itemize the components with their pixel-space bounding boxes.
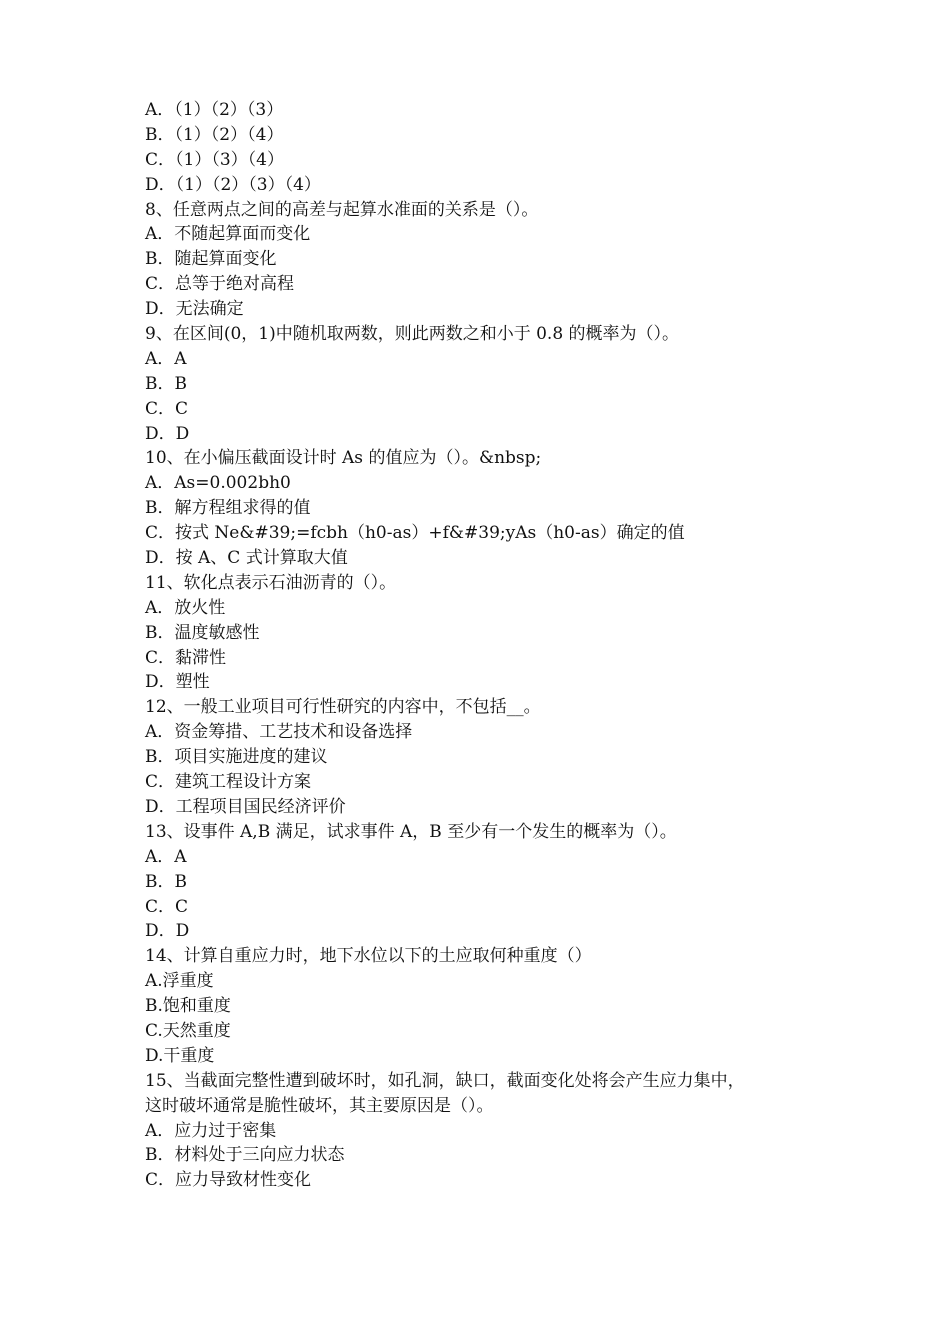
- option-line: D．按 A、C 式计算取大值: [145, 548, 348, 569]
- option-line: B．随起算面变化: [145, 249, 277, 270]
- option-line: A．应力过于密集: [145, 1120, 277, 1141]
- option-line: A．As=0.002bh0: [145, 473, 291, 494]
- question-14: 14、计算自重应力时，地下水位以下的土应取何种重度（）: [145, 946, 592, 967]
- option-line: D．无法确定: [145, 299, 244, 320]
- option-line: B．B: [145, 373, 187, 394]
- option-line: C．总等于绝对高程: [145, 274, 295, 295]
- option-line: B．（1）（2）（4）: [145, 124, 284, 145]
- option-line: D．塑性: [145, 672, 210, 693]
- option-line: C．建筑工程设计方案: [145, 772, 312, 793]
- option-line: B．项目实施进度的建议: [145, 747, 328, 768]
- question-13: 13、设事件 A,B 满足，试求事件 A，B 至少有一个发生的概率为（）。: [145, 821, 677, 842]
- option-line: B．B: [145, 871, 187, 892]
- question-10: 10、在小偏压截面设计时 As 的值应为（）。&nbsp;: [145, 448, 542, 469]
- option-line: C．（1）（3）（4）: [145, 149, 284, 170]
- option-line: D．（1）（2）（3）（4）: [145, 174, 321, 195]
- question-15-continued: 这时破坏通常是脆性破坏，其主要原因是（）。: [145, 1095, 494, 1116]
- option-line: A.浮重度: [145, 971, 214, 992]
- option-line: B．材料处于三向应力状态: [145, 1145, 345, 1166]
- option-line: D.干重度: [145, 1045, 215, 1066]
- option-line: A．资金筹措、工艺技术和设备选择: [145, 722, 413, 743]
- question-8: 8、任意两点之间的高差与起算水准面的关系是（）。: [145, 199, 539, 220]
- option-line: C．应力导致材性变化: [145, 1170, 312, 1191]
- option-line: C．C: [145, 398, 189, 419]
- document-body: [145, 98, 825, 1193]
- option-line: A．A: [145, 846, 187, 867]
- option-line: D．D: [145, 423, 190, 444]
- option-line: A．A: [145, 348, 187, 369]
- option-line: A．不随起算面而变化: [145, 224, 311, 245]
- question-9: 9、在区间(0，1)中随机取两数，则此两数之和小于 0.8 的概率为（）。: [145, 324, 680, 345]
- option-line: A．放火性: [145, 597, 226, 618]
- question-11: 11、软化点表示石油沥青的（）。: [145, 572, 397, 593]
- option-line: C．按式 Ne&#39;=fcbh（h0-as）+f&#39;yAs（h0-as）确定的值: [145, 523, 685, 544]
- option-line: D．D: [145, 921, 190, 942]
- option-line: D．工程项目国民经济评价: [145, 796, 346, 817]
- option-line: C.天然重度: [145, 1020, 231, 1041]
- question-15: 15、当截面完整性遭到破坏时，如孔洞，缺口，截面变化处将会产生应力集中，: [145, 1070, 745, 1091]
- option-line: C．C: [145, 896, 189, 917]
- option-line: B．解方程组求得的值: [145, 498, 311, 519]
- question-12: 12、一般工业项目可行性研究的内容中，不包括__。: [145, 697, 541, 718]
- option-line: A．（1）（2）（3）: [145, 100, 284, 120]
- option-line: C．黏滞性: [145, 647, 227, 668]
- option-line: B．温度敏感性: [145, 622, 260, 643]
- option-line: B.饱和重度: [145, 996, 231, 1017]
